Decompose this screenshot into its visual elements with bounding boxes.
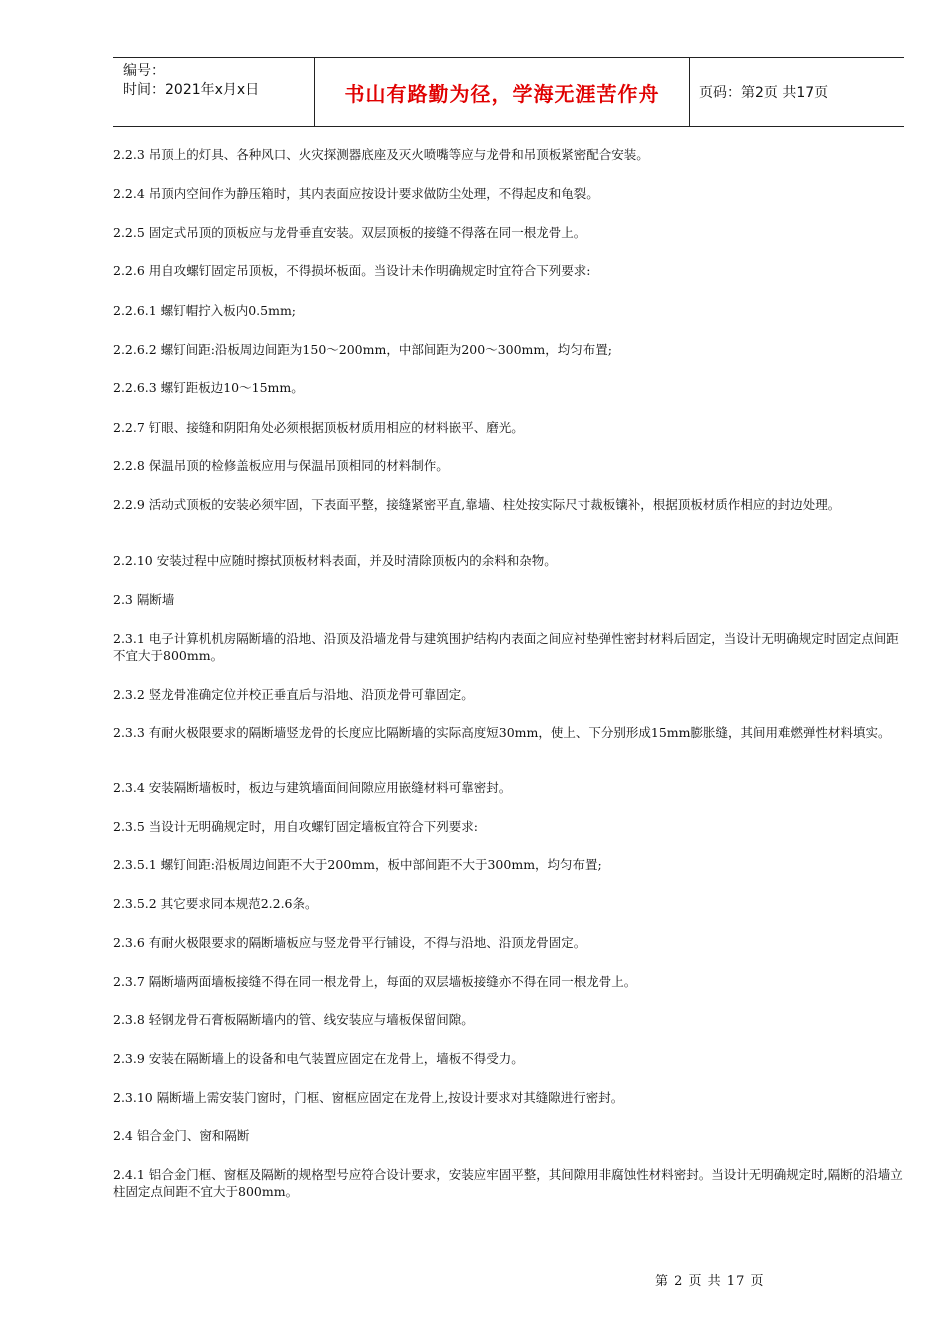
paragraph: 2.3.5 当设计无明确规定时，用自攻螺钉固定墙板宜符合下列要求: xyxy=(113,819,478,834)
page-header xyxy=(113,57,904,127)
paragraph: 2.2.10 安装过程中应随时擦拭顶板材料表面，并及时清除顶板内的余料和杂物。 xyxy=(113,553,557,568)
paragraph: 2.2.7 钉眼、接缝和阴阳角处必须根据顶板材质用相应的材料嵌平、磨光。 xyxy=(113,420,524,435)
header-meta-cell xyxy=(113,58,315,126)
paragraph: 2.2.6.3 螺钉距板边10～15mm。 xyxy=(113,380,304,395)
paragraph: 2.4.1 铝合金门框、窗框及隔断的规格型号应符合设计要求，安装应牢固平整，其间隙用非腐蚀性材料密封。当设计无明确规定时,隔断的沿墙立柱固定点间距不宜大于800mm。 xyxy=(113,1167,903,1199)
header-page-cell xyxy=(690,58,904,126)
motto-text: 书山有路勤为径，学海无涯苦作舟 xyxy=(344,81,660,106)
paragraph: 2.3.2 竖龙骨准确定位并校正垂直后与沿地、沿顶龙骨可靠固定。 xyxy=(113,687,474,702)
section-heading: 2.3 隔断墙 xyxy=(113,592,175,607)
paragraph: 2.3.10 隔断墙上需安装门窗时，门框、窗框应固定在龙骨上,按设计要求对其缝隙进行密封。 xyxy=(113,1090,624,1105)
paragraph: 2.3.1 电子计算机机房隔断墙的沿地、沿顶及沿墙龙骨与建筑围护结构内表面之间应衬垫弹性密封材料后固定，当设计无明确规定时固定点间距不宜大于800mm。 xyxy=(113,631,899,663)
paragraph: 2.3.9 安装在隔断墙上的设备和电气装置应固定在龙骨上，墙板不得受力。 xyxy=(113,1051,524,1066)
paragraph: 2.3.8 轻钢龙骨石膏板隔断墙内的管、线安装应与墙板保留间隙。 xyxy=(113,1012,474,1027)
paragraph: 2.3.3 有耐火极限要求的隔断墙竖龙骨的长度应比隔断墙的实际高度短30mm，使上、下分别形成15mm膨胀缝，其间用难燃弹性材料填实。 xyxy=(113,725,891,740)
paragraph: 2.3.5.1 螺钉间距:沿板周边间距不大于200mm，板中部间距不大于300mm，均匀布置; xyxy=(113,857,602,872)
date-line: 时间：2021年x月x日 xyxy=(123,82,260,98)
paragraph: 2.3.7 隔断墙两面墙板接缝不得在同一根龙骨上，每面的双层墙板接缝亦不得在同一根龙骨上。 xyxy=(113,974,637,989)
paragraph: 2.3.5.2 其它要求同本规范2.2.6条。 xyxy=(113,896,318,911)
paragraph: 2.2.6.2 螺钉间距:沿板周边间距为150～200mm，中部间距为200～300mm，均匀布置; xyxy=(113,342,612,357)
paragraph: 2.2.3 吊顶上的灯具、各种风口、火灾探测器底座及灭火喷嘴等应与龙骨和吊顶板紧密配合安装。 xyxy=(113,147,649,162)
paragraph: 2.2.8 保温吊顶的检修盖板应用与保温吊顶相同的材料制作。 xyxy=(113,458,449,473)
page-info: 页码：第2页 共17页 xyxy=(699,85,829,101)
serial-label: 编号： xyxy=(123,63,165,79)
header-motto-cell xyxy=(315,58,690,126)
paragraph: 2.2.6 用自攻螺钉固定吊顶板，不得损坏板面。当设计未作明确规定时宜符合下列要求: xyxy=(113,263,591,278)
section-heading: 2.4 铝合金门、窗和隔断 xyxy=(113,1128,250,1143)
page-footer: 第 2 页 共 17 页 xyxy=(655,1274,765,1289)
paragraph: 2.3.6 有耐火极限要求的隔断墙板应与竖龙骨平行铺设，不得与沿地、沿顶龙骨固定。 xyxy=(113,935,587,950)
paragraph: 2.2.6.1 螺钉帽拧入板内0.5mm; xyxy=(113,303,297,318)
paragraph: 2.2.9 活动式顶板的安装必须牢固，下表面平整，接缝紧密平直,靠墙、柱处按实际尺寸裁板镶补，根据顶板材质作相应的封边处理。 xyxy=(113,497,841,512)
paragraph: 2.2.5 固定式吊顶的顶板应与龙骨垂直安装。双层顶板的接缝不得落在同一根龙骨上。 xyxy=(113,225,587,240)
paragraph: 2.3.4 安装隔断墙板时，板边与建筑墙面间间隙应用嵌缝材料可靠密封。 xyxy=(113,780,512,795)
paragraph: 2.2.4 吊顶内空间作为静压箱时，其内表面应按设计要求做防尘处理，不得起皮和龟裂。 xyxy=(113,186,599,201)
